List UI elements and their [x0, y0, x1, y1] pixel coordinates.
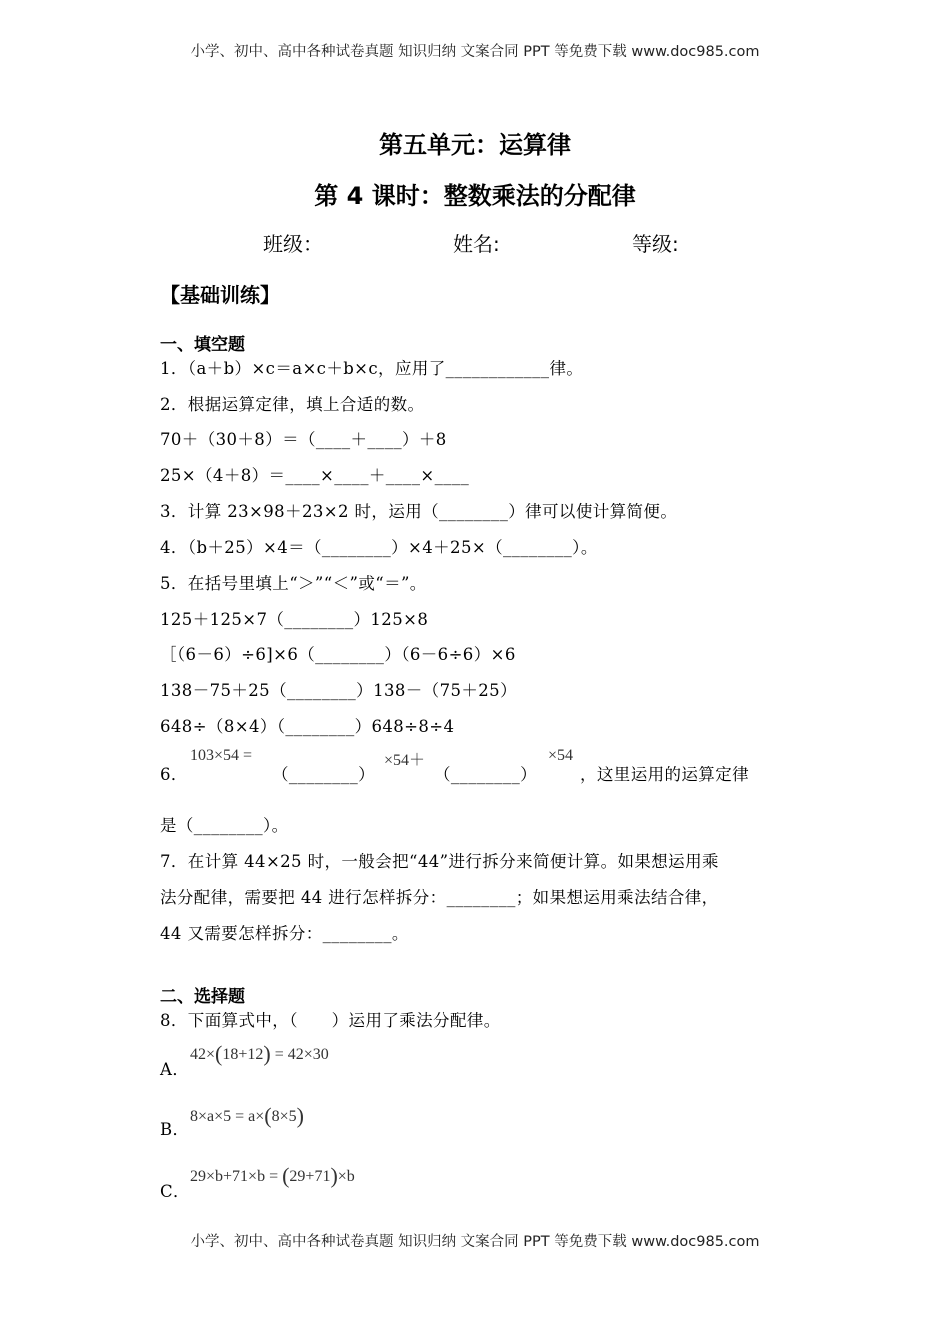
fill-blank-heading: 一、填空题: [160, 335, 245, 355]
option-b-formula: 8×a×5 = a×(8×5): [190, 1103, 304, 1128]
question-6-blank-1: （________）: [272, 765, 375, 784]
question-7-line-1: 7．在计算 44×25 时，一般会把“44”进行拆分来简便计算。如果想运用乘: [160, 852, 719, 871]
question-7-line-2: 法分配律，需要把 44 进行怎样拆分：________；如果想运用乘法结合律，: [160, 888, 719, 907]
question-5: 5．在括号里填上“＞”“＜”或“＝”。: [160, 574, 427, 593]
question-2-line-a: 70＋（30＋8）＝（____＋____）＋8: [160, 430, 447, 449]
name-label: 姓名:: [453, 232, 500, 256]
question-8: 8．下面算式中，（ ）运用了乘法分配律。: [160, 1011, 501, 1030]
option-a-formula: 42×(18+12) = 42×30: [190, 1041, 329, 1066]
choice-heading: 二、选择题: [160, 987, 245, 1007]
option-c-label: C．: [160, 1182, 190, 1201]
question-6-expr-2: ×54＋: [384, 752, 426, 769]
option-b-label: B．: [160, 1120, 190, 1139]
lesson-title: 第 4 课时：整数乘法的分配律: [314, 182, 636, 210]
question-3: 3．计算 23×98＋23×2 时，运用（________）律可以使计算简便。: [160, 502, 678, 521]
grade-label: 等级:: [632, 232, 679, 256]
question-6-expr-3: ×54: [548, 747, 574, 764]
basic-training-heading: 【基础训练】: [160, 283, 280, 307]
question-4: 4．（b＋25）×4＝（________）×4＋25×（________）。: [160, 538, 598, 557]
question-2-line-b: 25×（4＋8）＝____×____＋____×____: [160, 466, 470, 485]
question-6-tail: ，这里运用的运算定律: [580, 765, 749, 784]
page-header: 小学、初中、高中各种试卷真题 知识归纳 文案合同 PPT 等免费下载 www.doc985.com: [190, 44, 760, 60]
question-5-line-b: ［（6－6）÷6]×6（________）（6－6÷6）×6: [160, 645, 516, 664]
question-6-number: 6．: [160, 765, 188, 784]
class-label: 班级：: [263, 232, 323, 256]
question-5-line-c: 138－75＋25（________）138－（75＋25）: [160, 681, 517, 700]
option-a-label: A．: [160, 1060, 190, 1079]
question-5-line-a: 125＋125×7（________）125×8: [160, 610, 429, 629]
page-footer: 小学、初中、高中各种试卷真题 知识归纳 文案合同 PPT 等免费下载 www.doc985.com: [190, 1234, 760, 1250]
question-6-expr-1: 103×54 =: [190, 747, 253, 764]
question-6-blank-2: （________）: [434, 765, 537, 784]
question-5-line-d: 648÷（8×4）（________）648÷8÷4: [160, 717, 455, 736]
question-7-line-3: 44 又需要怎样拆分：________。: [160, 924, 409, 943]
question-6-line-2: 是（________）。: [160, 816, 289, 835]
question-2: 2．根据运算定律，填上合适的数。: [160, 395, 425, 414]
question-1: 1．（a＋b）×c＝a×c＋b×c，应用了____________律。: [160, 359, 584, 378]
unit-title: 第五单元：运算律: [379, 131, 571, 159]
option-c-formula: 29×b+71×b = (29+71)×b: [190, 1163, 355, 1188]
